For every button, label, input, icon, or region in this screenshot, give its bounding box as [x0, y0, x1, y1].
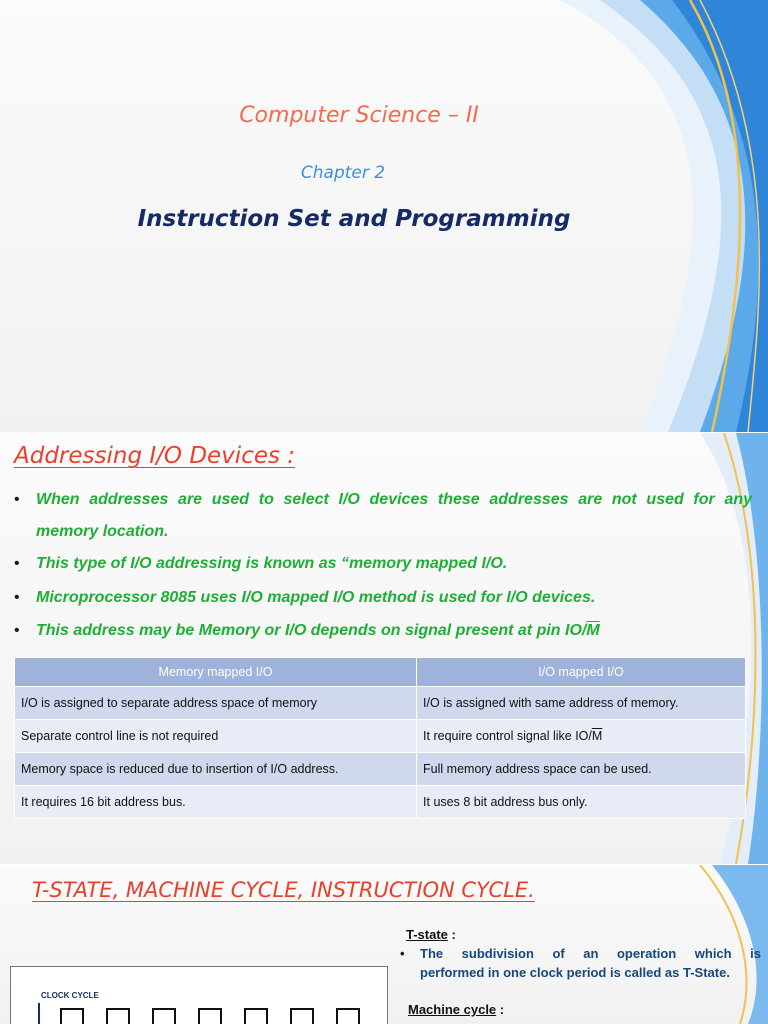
table-cell: I/O is assigned with same address of memory.: [417, 687, 746, 720]
table-row: [15, 720, 746, 753]
table-cell: Separate control line is not required: [15, 720, 417, 753]
chapter-label: Chapter 2: [300, 163, 386, 183]
t-state-slide: [0, 865, 768, 1024]
section-heading: T-STATE, MACHINE CYCLE, INSTRUCTION CYCLE.: [32, 878, 535, 902]
table-cell: It uses 8 bit address bus only.: [417, 786, 746, 819]
clock-cycle-diagram: [10, 966, 388, 1024]
m-overbar: $\overline{M}$: [586, 622, 600, 639]
bullet-icon: •: [14, 589, 20, 606]
table-cell: Memory space is reduced due to insertion of I/O address.: [15, 753, 417, 786]
table-header: I/O mapped I/O: [417, 658, 746, 687]
bullet-3: • Microprocessor 8085 uses I/O mapped I/O method is used for I/O devices.: [14, 582, 752, 614]
section-heading: Addressing I/O Devices :: [14, 443, 296, 469]
table-cell: I/O is assigned to separate address space of memory: [15, 687, 417, 720]
m-overbar: $\overline{M}$: [591, 729, 603, 743]
bullet-2: • This type of I/O addressing is known as “memory mapped I/O.: [14, 548, 752, 580]
table-cell: It requires 16 bit address bus.: [15, 786, 417, 819]
clock-cycle-label: CLOCK CYCLE: [41, 991, 99, 1000]
machine-cycle-label: Machine cycle :: [408, 1002, 505, 1017]
t-state-label: T-state :: [406, 927, 456, 942]
io-comparison-table: [14, 657, 746, 819]
bullet-4: • This address may be Memory or I/O depends on signal present at pin $IO/\overline{M}$: [14, 615, 752, 647]
addressing-slide: [0, 433, 768, 864]
bullet-icon: •: [14, 555, 20, 572]
title-slide: [0, 0, 768, 432]
table-cell: Full memory address space can be used.: [417, 753, 746, 786]
bullet-icon: •: [14, 491, 20, 508]
table-row: [15, 687, 746, 720]
clock-waveform: [11, 967, 387, 1024]
bullet-icon: •: [14, 622, 20, 639]
bullet-1: • When addresses are used to select I/O devices these addresses are not used for any memory location.: [14, 484, 752, 548]
bullet-icon: •: [400, 946, 405, 961]
chapter-heading: Instruction Set and Programming: [137, 206, 571, 232]
table-cell: It require control signal like $IO/\overline{M}$: [417, 720, 746, 753]
course-title: Computer Science – II: [239, 103, 479, 128]
table-row: [15, 753, 746, 786]
table-header: Memory mapped I/O: [15, 658, 417, 687]
t-state-definition: • The subdivision of an operation which is performed in one clock period is called as T-State.: [400, 946, 761, 980]
table-row: [15, 786, 746, 819]
